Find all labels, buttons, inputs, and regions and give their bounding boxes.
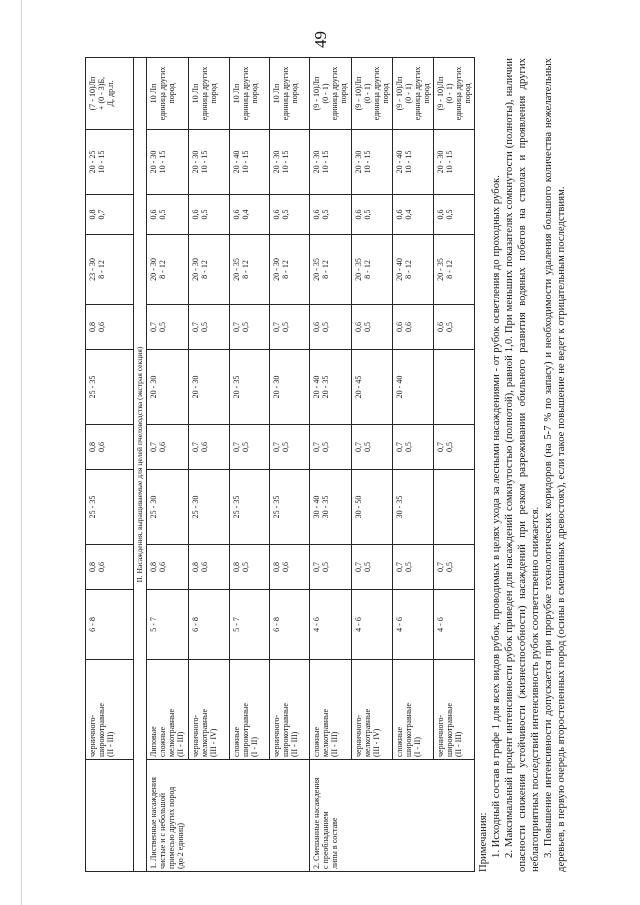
- value-cell: 0,7 0,5: [189, 305, 230, 350]
- value-cell: 6 - 8: [270, 590, 310, 660]
- forest-type-cell: черничного- мелкотравные (III - IV): [189, 660, 230, 760]
- section-row: [134, 58, 147, 872]
- group-cell: [86, 760, 134, 872]
- value-cell: 20 - 30: [189, 350, 230, 425]
- value-cell: (9 - 10)Лп (0 - 1) единица других пород: [310, 58, 352, 130]
- value-cell: 0,7 0,5: [393, 545, 434, 590]
- value-cell: 10 Лп единица других пород: [230, 58, 270, 130]
- table-row: [310, 58, 352, 872]
- value-cell: 0,7 0,6: [147, 425, 189, 470]
- value-cell: 0,6 0,5: [352, 195, 393, 235]
- value-cell: 20 - 40 20 - 35: [310, 350, 352, 425]
- value-cell: 20 - 35 8 - 12: [230, 235, 270, 305]
- value-cell: 0,7 0,5: [270, 305, 310, 350]
- value-cell: 0,6 0,4: [393, 195, 434, 235]
- value-cell: 20 - 30 10 - 15: [434, 130, 475, 195]
- table-row: [230, 58, 270, 872]
- value-cell: 0,7 0,5: [352, 545, 393, 590]
- value-cell: 20 - 40 8 - 12: [393, 235, 434, 305]
- value-cell: [434, 350, 475, 425]
- table-row: [189, 58, 230, 872]
- value-cell: 0,7 0,5: [352, 425, 393, 470]
- value-cell: (9 - 10)Лп (0 - 1) единица других пород: [352, 58, 393, 130]
- value-cell: 25 - 35: [270, 470, 310, 545]
- value-cell: 10 Лп единица других пород: [147, 58, 189, 130]
- value-cell: 0,6 0,5: [434, 195, 475, 235]
- group-label: 1. Лиственные насаждения чистые и с небольшой примесью других пород (до 2 единиц): [147, 760, 310, 872]
- value-cell: 0,7 0,5: [434, 545, 475, 590]
- value-cell: 0,6 0,5: [310, 195, 352, 235]
- value-cell: 25 - 30: [147, 470, 189, 545]
- forest-type-cell: сложные широкотравные (I - II): [393, 660, 434, 760]
- value-cell: 0,6 0,5: [147, 195, 189, 235]
- value-cell: 10 Лп единица других пород: [270, 58, 310, 130]
- table-row: [86, 58, 134, 872]
- value-cell: 0,6 0,5: [189, 195, 230, 235]
- value-cell: 4 - 6: [352, 590, 393, 660]
- value-cell: 5 - 7: [147, 590, 189, 660]
- note-item: 3. Повышение интенсивности допускается при прорубке технологических коридоров (на 5-7 % по запасу) и необходимости удаления большого количества нежелательных деревьев, в первую очередь второстепенных пород (осины в смешанных древостоях), если такое повышение не ведет к отрицательным последствиям.: [542, 58, 567, 872]
- group-label: 2. Смешанные насаждения с преобладанием липы в составе: [310, 760, 475, 872]
- table-row: [352, 58, 393, 872]
- table-row: [434, 58, 475, 872]
- table-body: [86, 58, 475, 872]
- value-cell: 25 - 35: [86, 470, 134, 545]
- value-cell: (9 - 10)Лп (0 - 1) единица других пород: [393, 58, 434, 130]
- value-cell: 0,8 0,6: [189, 545, 230, 590]
- value-cell: 20 - 40 10 - 15: [393, 130, 434, 195]
- notes-block: [477, 58, 568, 872]
- forest-type-cell: Липовые сложные мелкотравные (II - III): [147, 660, 189, 760]
- note-item: 1. Исходный состав в графе 1 для всех видов рубок, проводимых в целях ухода за лесными насаждениями - от рубок осветления до проходных рубок.: [490, 175, 502, 858]
- value-cell: 20 - 35: [230, 350, 270, 425]
- value-cell: 0,8 0,6: [147, 545, 189, 590]
- value-cell: 0,6 0,5: [270, 195, 310, 235]
- value-cell: 20 - 30 8 - 12: [189, 235, 230, 305]
- value-cell: 20 - 40: [393, 350, 434, 425]
- value-cell: 0,7 0,5: [230, 305, 270, 350]
- value-cell: 0,7 0,6: [189, 425, 230, 470]
- forest-type-cell: черничного- широкотравные (II - III): [434, 660, 475, 760]
- value-cell: 4 - 6: [310, 590, 352, 660]
- value-cell: 20 - 30 10 - 15: [270, 130, 310, 195]
- table-row: [393, 58, 434, 872]
- value-cell: 0,6 0,5: [352, 305, 393, 350]
- value-cell: 20 - 45: [352, 350, 393, 425]
- value-cell: 0,7 0,5: [310, 425, 352, 470]
- value-cell: 6 - 8: [86, 590, 134, 660]
- page-number: 49: [311, 31, 330, 48]
- value-cell: 20 - 25 10 - 15: [86, 130, 134, 195]
- value-cell: 20 - 40 10 - 15: [230, 130, 270, 195]
- value-cell: 20 - 30: [270, 350, 310, 425]
- value-cell: 20 - 30 10 - 15: [189, 130, 230, 195]
- value-cell: 0,6 0,4: [230, 195, 270, 235]
- value-cell: 20 - 30 10 - 15: [352, 130, 393, 195]
- forest-type-cell: черничного- широкотравные (II - III): [270, 660, 310, 760]
- value-cell: 20 - 35 8 - 12: [310, 235, 352, 305]
- section-title: II. Насаждения, выращиваемые для целей пчеловодства (экстрая секция): [134, 58, 147, 872]
- value-cell: 0,8 0,5: [230, 545, 270, 590]
- value-cell: 10 Лп единица других пород: [189, 58, 230, 130]
- table-row: [270, 58, 310, 872]
- value-cell: 20 - 30 8 - 12: [270, 235, 310, 305]
- value-cell: 30 - 50: [352, 470, 393, 545]
- value-cell: (7 - 10)Лп + (0 - 3)Б, Д, др.п.: [86, 58, 134, 130]
- value-cell: 0,6 0,5: [434, 305, 475, 350]
- table-row: [147, 58, 189, 872]
- value-cell: 0,7 0,5: [393, 425, 434, 470]
- value-cell: 20 - 30 8 - 12: [147, 235, 189, 305]
- value-cell: 20 - 30 10 - 15: [310, 130, 352, 195]
- value-cell: 4 - 6: [393, 590, 434, 660]
- notes-heading: Примечания:: [477, 812, 489, 872]
- value-cell: 23 - 30 8 - 12: [86, 235, 134, 305]
- value-cell: 20 - 35 8 - 12: [352, 235, 393, 305]
- value-cell: 0,8 0,6: [86, 305, 134, 350]
- value-cell: (9 - 10)Лп (0 - 1) единица других пород: [434, 58, 475, 130]
- value-cell: 5 - 7: [230, 590, 270, 660]
- value-cell: 25 - 35: [230, 470, 270, 545]
- value-cell: 4 - 6: [434, 590, 475, 660]
- value-cell: 30 - 35: [393, 470, 434, 545]
- value-cell: 0,8 0,7: [86, 195, 134, 235]
- forest-type-cell: черничного- мелкотравные (III - IV): [352, 660, 393, 760]
- value-cell: 0,8 0,6: [86, 545, 134, 590]
- value-cell: 0,7 0,5: [434, 425, 475, 470]
- forest-type-cell: сложные широкотравные (I - II): [230, 660, 270, 760]
- value-cell: 0,7 0,5: [147, 305, 189, 350]
- value-cell: 0,7 0,5: [230, 425, 270, 470]
- intensity-table: [85, 57, 475, 872]
- value-cell: 0,7 0,5: [270, 425, 310, 470]
- value-cell: 25 - 35: [86, 350, 134, 425]
- note-item: 2. Максимальный процент интенсивности рубок приведен для насаждений сомкнутостью (полнотой), равной 1,0. При меньших показателях сомкнутости (полноты), наличии опасности снижения устойчивости (жизнеспособности) насаждений при резком разреживании обильного развития водяных побегов на стволах и проявления других неблагоприятных последствий интенсивность рубок соответственно снижается.: [503, 58, 541, 872]
- value-cell: 20 - 35 8 - 12: [434, 235, 475, 305]
- forest-type-cell: сложные мелкотравные (II - III): [310, 660, 352, 760]
- value-cell: 6 - 8: [189, 590, 230, 660]
- value-cell: 0,6 0,5: [310, 305, 352, 350]
- value-cell: 30 - 40 30 - 35: [310, 470, 352, 545]
- value-cell: 20 - 30: [147, 350, 189, 425]
- value-cell: 20 - 30 10 - 15: [147, 130, 189, 195]
- value-cell: 0,6 0,6: [393, 305, 434, 350]
- forest-type-cell: черничного- широкотравные (II - III): [86, 660, 134, 760]
- value-cell: [434, 470, 475, 545]
- value-cell: 0,7 0,5: [310, 545, 352, 590]
- value-cell: 0,8 0,6: [86, 425, 134, 470]
- value-cell: 25 - 30: [189, 470, 230, 545]
- value-cell: 0,8 0,6: [270, 545, 310, 590]
